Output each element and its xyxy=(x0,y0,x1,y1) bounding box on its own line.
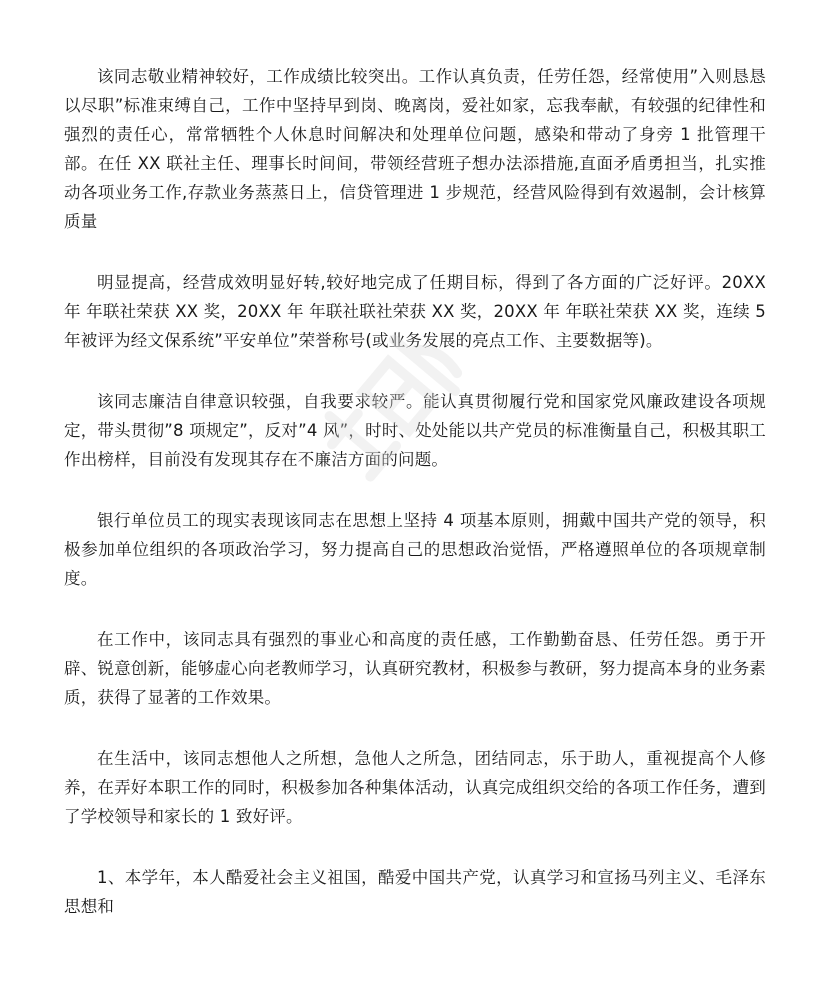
paragraph-4: 银行单位员工的现实表现该同志在思想上坚持 4 项基本原则，拥戴中国共产党的领导，积极参加单位组织的各项政治学习，努力提高自己的思想政治觉悟，严格遵照单位的各项规章制度。 xyxy=(64,511,766,588)
paragraph-2: 明显提高，经营成效明显好转,较好地完成了任期目标，得到了各方面的广泛好评。20XX 年 年联社荣获 XX 奖，20XX 年 年联社联社荣获 XX 奖，20XX 年 年联社荣获 XX 奖，连续 5 年被评为经文保系统”平安单位”荣誉称号(或业务发展的亮点工作、主要数据等)。 xyxy=(64,273,766,350)
paragraph-7: 1、本学年，本人酷爱社会主义祖国，酷爱中国共产党，认真学习和宣扬马列主义、毛泽东思想和 xyxy=(64,868,766,916)
paragraph-3: 该同志廉洁自律意识较强，自我要求较严。能认真贯彻履行党和国家党风廉政建设各项规定，带头贯彻”8 项规定”，反对”4 风”，时时、处处能以共产党员的标准衡量自己，积极其职工作出榜样，目前没有发现其存在不廉洁方面的问题。 xyxy=(64,392,766,469)
paragraph-6: 在生活中，该同志想他人之所想，急他人之所急，团结同志，乐于助人，重视提高个人修养，在弄好本职工作的同时，积极参加各种集体活动，认真完成组织交给的各项工作任务，遭到了学校领导和家长的 1 致好评。 xyxy=(64,749,766,826)
paragraph-1: 该同志敬业精神较好，工作成绩比较突出。工作认真负责，任劳任怨，经常使用”入则恳恳以尽职”标准束缚自己，工作中坚持早到岗、晚离岗，爱社如家，忘我奉献，有较强的纪律性和强烈的责任心，常常牺牲个人休息时间解决和处理单位问题，感染和带动了身旁 1 批管理干部。在任 XX 联社主任、理事长时间间，带领经营班子想办法添措施,直面矛盾勇担当，扎实推动各项业务工作,存款业务蒸蒸日上，信贷管理进 1 步规范，经营风险得到有效遏制，会计核算质量 xyxy=(64,67,766,231)
paragraph-5: 在工作中，该同志具有强烈的事业心和高度的责任感，工作勤勤奋恳、任劳任怨。勇于开辟、锐意创新，能够虚心向老教师学习，认真研究教材，积极参与教研，努力提高本身的业务素质，获得了显著的工作效果。 xyxy=(64,630,766,707)
